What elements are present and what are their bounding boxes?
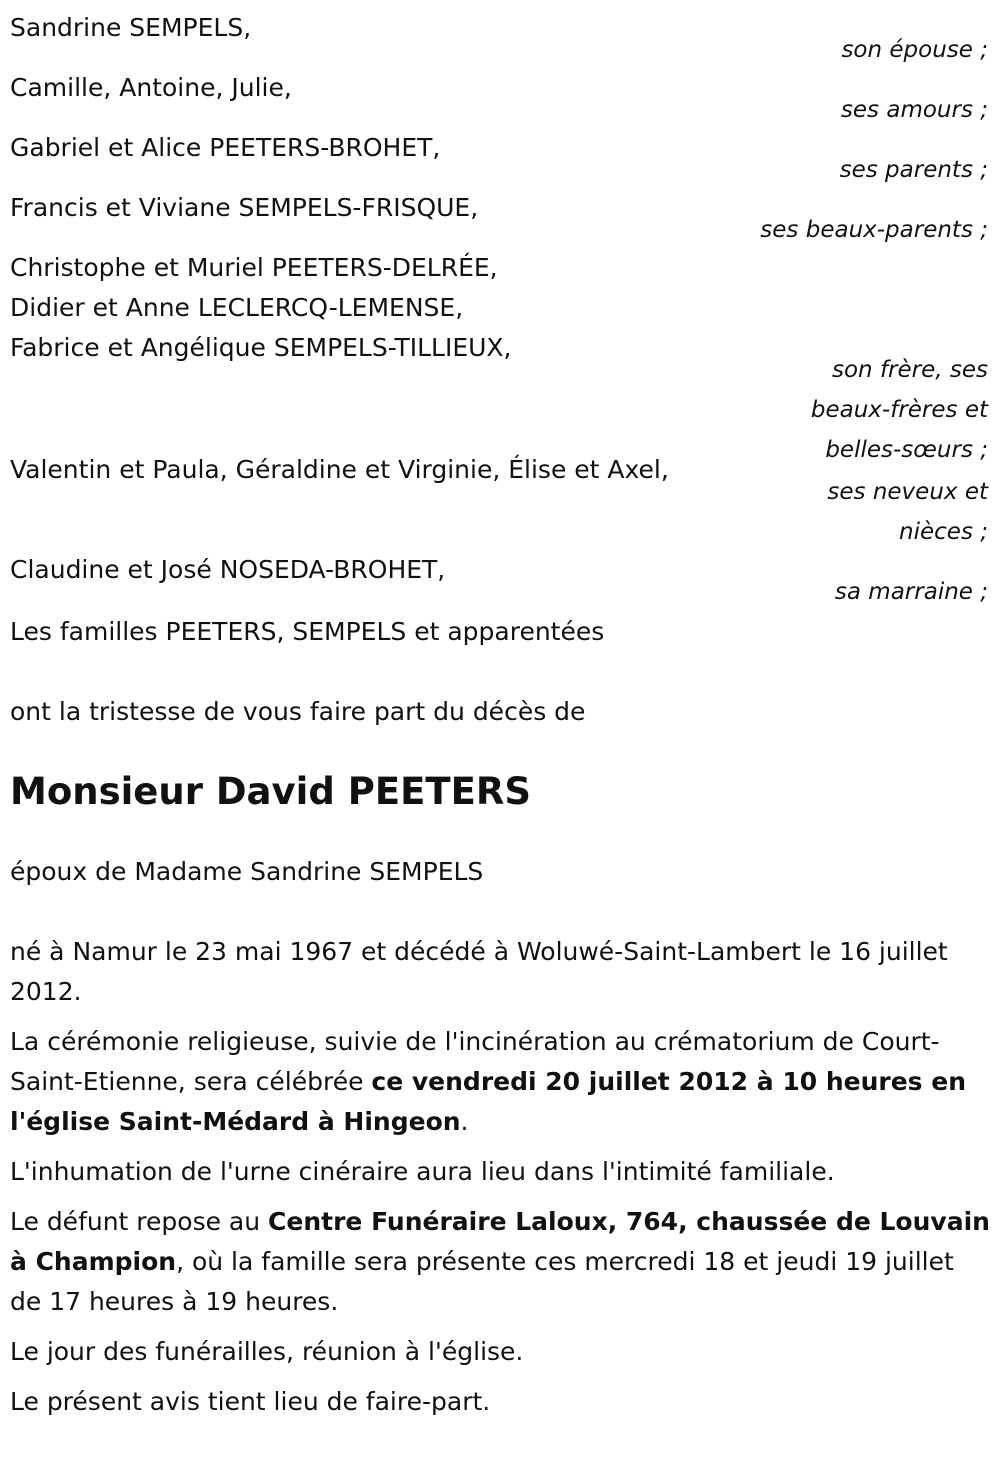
repose-details: , où la famille sera présente ces mercredi 18 et jeudi 19 juillet de 17 heures à 19 heures.	[10, 1247, 954, 1316]
entry	[10, 128, 990, 190]
mourner-names: Gabriel et Alice PEETERS-BROHET,	[10, 133, 441, 162]
mourner-names: Fabrice et Angélique SEMPELS-TILLIEUX,	[10, 333, 512, 362]
ceremony-paragraph	[10, 1022, 990, 1142]
relation-label: ses beaux-parents ;	[760, 217, 988, 243]
ceremony-date-place: ce vendredi 20 juillet 2012 à 10 heures en l'église Saint-Médard à Hingeon	[10, 1067, 966, 1136]
meeting-paragraph: Le jour des funérailles, réunion à l'église.	[10, 1337, 524, 1366]
relation-label: son frère, ses	[832, 357, 988, 383]
mourner-names: Didier et Anne LECLERCQ-LEMENSE,	[10, 293, 464, 322]
relation-label: beaux-frères et	[810, 397, 988, 423]
ceremony-text: La cérémonie religieuse, suivie de l'incinération au crématorium de Court-Saint-Etienne, sera célébrée	[10, 1027, 940, 1096]
ceremony-end: .	[460, 1107, 469, 1136]
relation-label: son épouse ;	[841, 37, 988, 63]
urn-paragraph: L'inhumation de l'urne cinéraire aura lieu dans l'intimité familiale.	[10, 1157, 835, 1186]
mourner-names: Camille, Antoine, Julie,	[10, 73, 292, 102]
birth-death-paragraph: né à Namur le 23 mai 1967 et décédé à Woluwé-Saint-Lambert le 16 juillet 2012.	[10, 937, 948, 1006]
relation-label: ses amours ;	[840, 97, 988, 123]
mourner-names: Christophe et Muriel PEETERS-DELRÉE,	[10, 253, 498, 282]
deceased-name: Monsieur David PEETERS	[10, 770, 532, 813]
relation-label: sa marraine ;	[834, 579, 988, 605]
mourner-names: Claudine et José NOSEDA-BROHET,	[10, 555, 446, 584]
repose-location: Centre Funéraire Laloux, 764, chaussée de Louvain à Champion	[10, 1207, 990, 1276]
repose-paragraph	[10, 1202, 990, 1322]
mourner-names: Valentin et Paula, Géraldine et Virginie, Élise et Axel,	[10, 455, 669, 484]
announce-line: ont la tristesse de vous faire part du décès de	[10, 697, 586, 726]
spouse-line: époux de Madame Sandrine SEMPELS	[10, 857, 484, 886]
entry	[10, 188, 990, 250]
notice-paragraph: Le présent avis tient lieu de faire-part.	[10, 1387, 491, 1416]
repose-text: Le défunt repose au	[10, 1207, 269, 1236]
relation-label: nièces ;	[899, 519, 988, 545]
mourner-names: Francis et Viviane SEMPELS-FRISQUE,	[10, 193, 479, 222]
mourner-names: Sandrine SEMPELS,	[10, 13, 252, 42]
relation-label: belles-sœurs ;	[825, 437, 988, 463]
relation-label: ses parents ;	[839, 157, 988, 183]
relation-label: ses neveux et	[827, 479, 988, 505]
entry	[10, 550, 990, 612]
families-line: Les familles PEETERS, SEMPELS et apparentées	[10, 617, 605, 646]
entry	[10, 68, 990, 130]
entry	[10, 8, 990, 70]
entry	[10, 248, 990, 470]
